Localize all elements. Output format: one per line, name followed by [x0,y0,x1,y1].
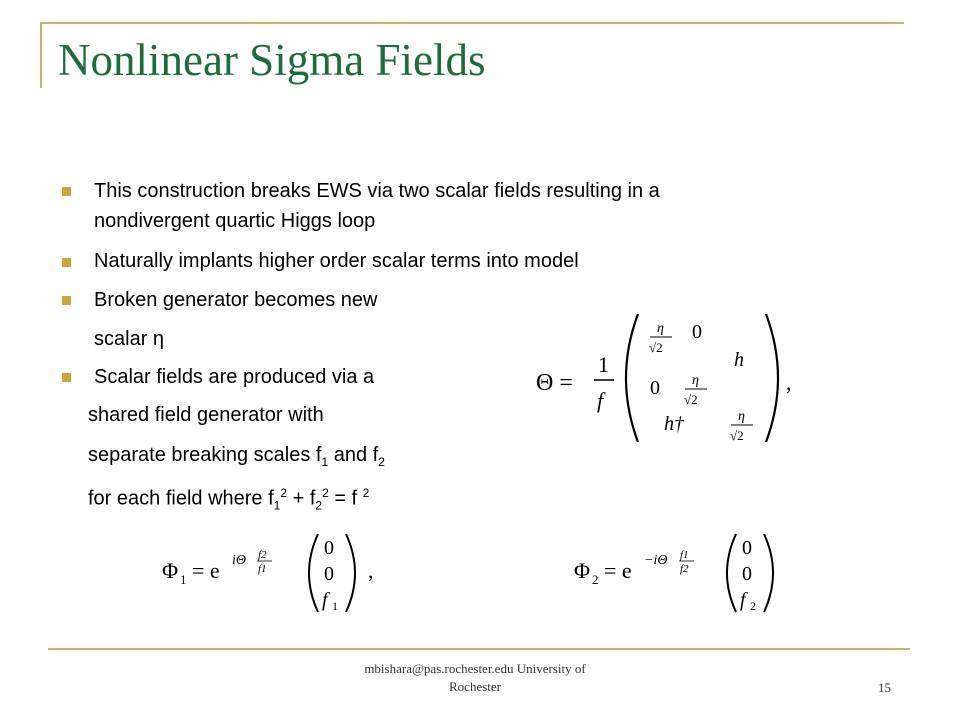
svg-text:,: , [368,558,374,583]
svg-text:f: f [740,589,746,611]
footer-text [330,660,620,696]
svg-text:,: , [786,370,792,395]
svg-text:0: 0 [324,563,334,585]
svg-text:0: 0 [324,537,334,559]
phi1-equation [160,528,390,618]
svg-text:η: η [657,321,664,336]
bullet-marker [62,296,71,305]
svg-text:Φ: Φ [162,558,179,583]
svg-text:= e: = e [192,558,220,583]
svg-text:= e: = e [604,558,632,583]
footer-line-2: Rochester [449,679,501,694]
bullet-marker [62,258,71,267]
continuation-line-3: for each field where $f_1^2 + f_2^2 = f$ $^2$ [88,486,370,513]
bullet-marker [62,373,71,382]
bullet-1-line-2: nondivergent quartic Higgs loop [94,210,376,232]
bullet-3-line-2: scalar η [94,328,165,350]
bullet-2-text: Naturally implants higher order scalar terms into model [94,250,579,272]
svg-text:0: 0 [742,563,752,585]
frame-top-rule [40,22,904,24]
svg-text:iΘ: iΘ [232,553,246,568]
svg-text:−iΘ: −iΘ [644,553,668,568]
svg-text:f: f [597,388,604,413]
svg-text:0: 0 [692,321,702,343]
frame-left-rule [40,22,42,88]
bullet-1-line-1: This construction breaks EWS via two scalar fields resulting in a [94,180,660,202]
frame-bottom-rule [48,648,910,650]
bullet-marker [62,187,71,196]
svg-text:1: 1 [180,572,187,587]
continuation-line-2: separate breaking scales $f_1$ and $f_2$ [88,444,385,469]
svg-text:h†: h† [664,413,684,435]
bullet-3-line-1: Broken generator becomes new [94,289,378,311]
svg-text:f: f [322,589,328,611]
slide-title: Nonlinear Sigma Fields [58,35,486,85]
theta-matrix-equation [530,308,810,448]
svg-text:1: 1 [332,599,338,613]
svg-text:f2: f2 [680,563,689,575]
svg-text:2: 2 [592,572,599,587]
svg-text:0: 0 [650,377,660,399]
svg-text:√2: √2 [684,392,698,407]
footer-line-1: mbishara@pas.rochester.edu University of [364,661,586,676]
svg-text:f2: f2 [258,549,267,561]
phi2-equation [572,528,802,618]
svg-text:2: 2 [750,599,756,613]
bullet-4-line-1: Scalar fields are produced via a [94,366,375,388]
svg-text:√2: √2 [730,428,744,443]
continuation-line-1: shared field generator with [88,404,324,426]
svg-text:1: 1 [598,352,609,377]
svg-text:η: η [738,409,745,424]
svg-text:h: h [734,349,744,371]
svg-text:f1: f1 [680,549,689,561]
page-number: 15 [878,680,891,695]
svg-text:f1: f1 [258,563,267,575]
svg-text:η: η [692,373,699,388]
svg-text:√2: √2 [649,340,663,355]
svg-text:Φ: Φ [574,558,591,583]
svg-text:Θ =: Θ = [536,370,573,396]
svg-text:0: 0 [742,537,752,559]
